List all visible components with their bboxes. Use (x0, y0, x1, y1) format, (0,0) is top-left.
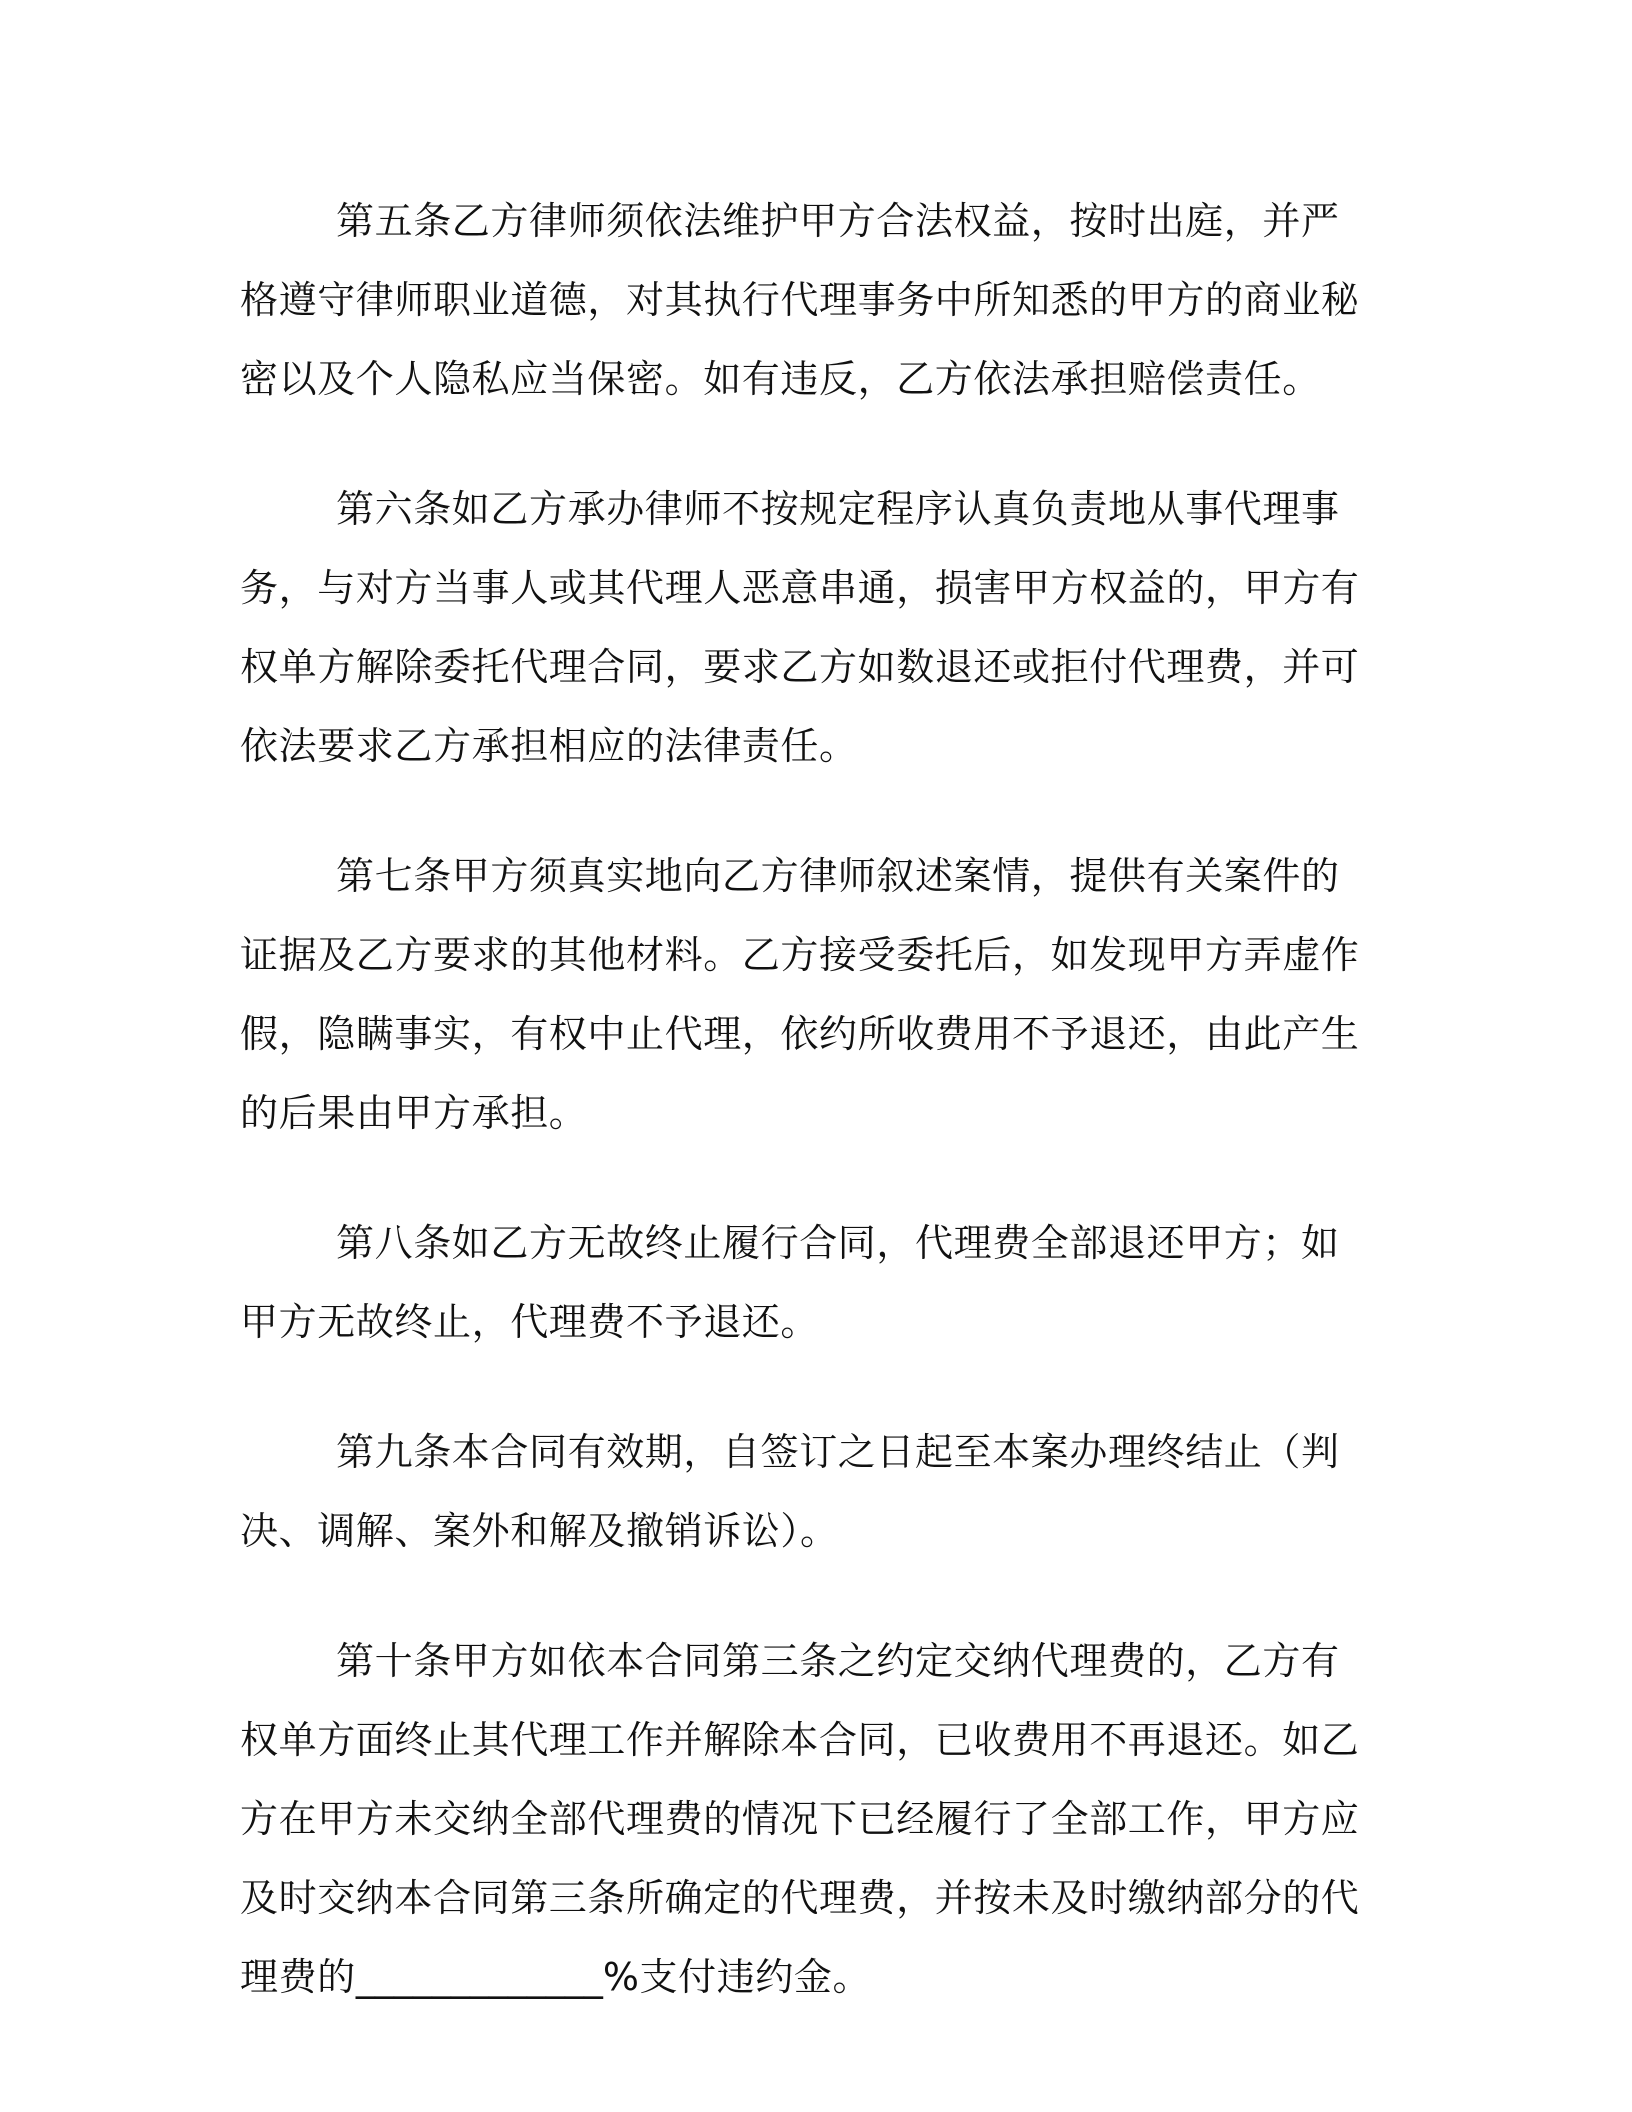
penalty-rate-blank: _____________ (355, 1955, 603, 1999)
clause-9 (240, 1413, 1370, 1571)
clause-6-text: 第六条如乙方承办律师不按规定程序认真负责地从事代理事务，与对方当事人或其代理人恶意串通，损害甲方权益的，甲方有权单方解除委托代理合同，要求乙方如数退还或拒付代理费，并可依法要求乙方承担相应的法律责任。 (240, 487, 1360, 768)
clause-10-tail: %支付违约金。 (602, 1955, 872, 1999)
clause-6 (240, 470, 1370, 786)
clause-10 (240, 1622, 1370, 2017)
clause-9-text: 第九条本合同有效期，自签订之日起至本案办理终结止（判决、调解、案外和解及撤销诉讼）。 (240, 1430, 1340, 1553)
clause-7 (240, 837, 1370, 1153)
clause-7-text: 第七条甲方须真实地向乙方律师叙述案情，提供有关案件的证据及乙方要求的其他材料。乙方接受委托后，如发现甲方弄虚作假，隐瞒事实，有权中止代理，依约所收费用不予退还，由此产生的后果由甲方承担。 (240, 854, 1360, 1135)
clause-8 (240, 1204, 1370, 1362)
clause-5-text: 第五条乙方律师须依法维护甲方合法权益，按时出庭，并严格遵守律师职业道德，对其执行代理事务中所知悉的甲方的商业秘密以及个人隐私应当保密。如有违反，乙方依法承担赔偿责任。 (240, 199, 1360, 401)
contract-body (240, 182, 1370, 2068)
clause-5 (240, 182, 1370, 419)
clause-10-text: 第十条甲方如依本合同第三条之约定交纳代理费的，乙方有权单方面终止其代理工作并解除本合同，已收费用不再退还。如乙方在甲方未交纳全部代理费的情况下已经履行了全部工作，甲方应及时交纳本合同第三条所确定的代理费，并按未及时缴纳部分的代理费的 (240, 1639, 1360, 1999)
clause-8-text: 第八条如乙方无故终止履行合同，代理费全部退还甲方；如甲方无故终止，代理费不予退还。 (240, 1221, 1340, 1344)
